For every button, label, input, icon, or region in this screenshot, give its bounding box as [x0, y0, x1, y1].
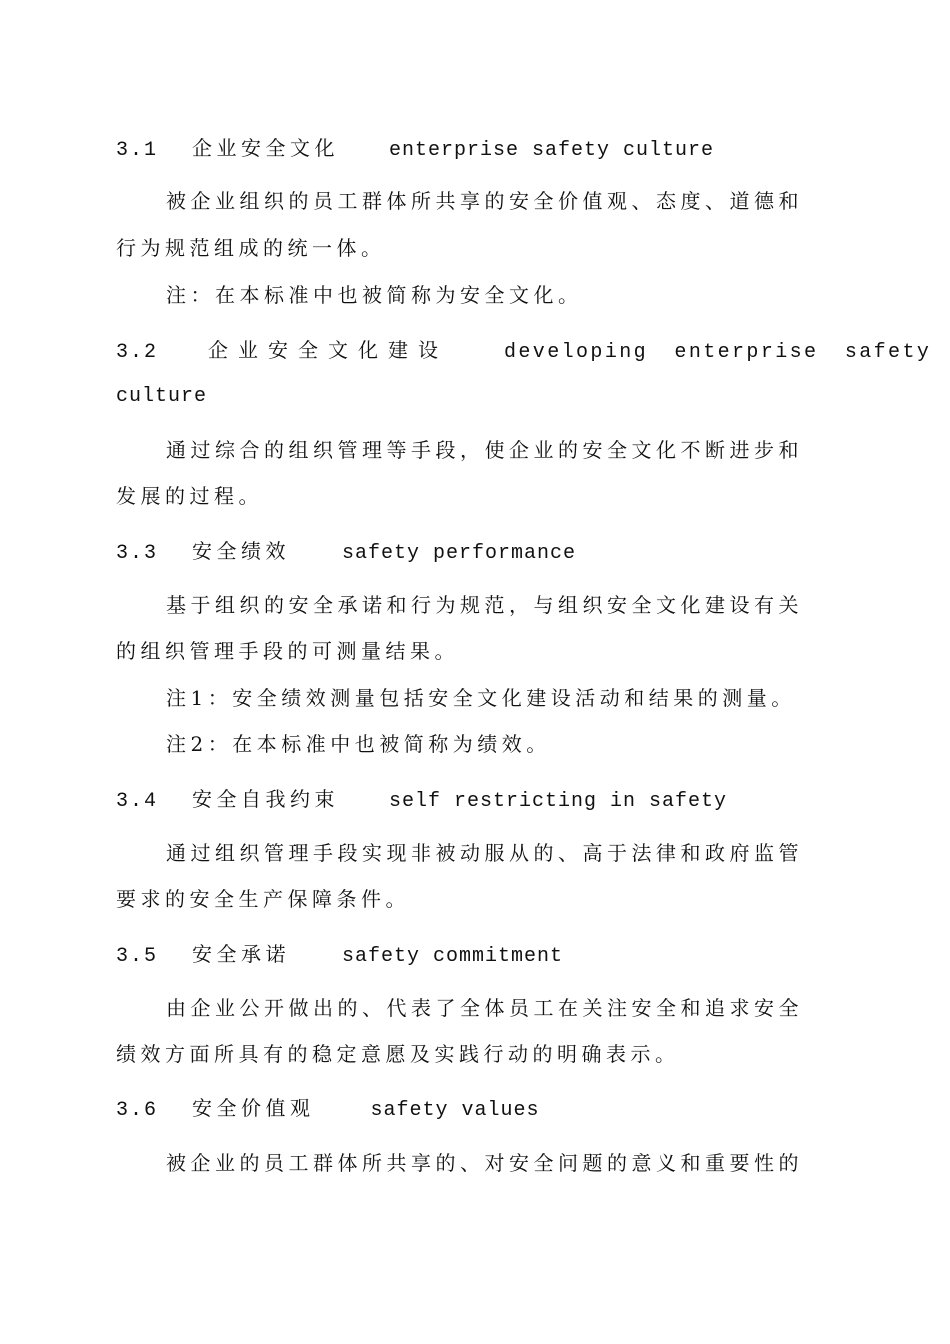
- term-heading-3-4: [116, 786, 836, 815]
- term-number: 3.2: [116, 341, 159, 364]
- term-chinese: 企业安全文化建设: [208, 338, 448, 362]
- definition-line: 绩效方面所具有的稳定意愿及实践行动的明确表示。: [116, 1042, 680, 1066]
- term-heading-3-5: [116, 941, 836, 970]
- term-heading-3-1: [116, 135, 836, 164]
- definition-line: 通过综合的组织管理等手段，使企业的安全文化不断进步和: [166, 438, 803, 462]
- term-english: safety values: [370, 1099, 540, 1122]
- note-line: 注1：安全绩效测量包括安全文化建设活动和结果的测量。: [166, 686, 796, 710]
- note-line: 注：在本标准中也被简称为安全文化。: [166, 283, 583, 307]
- term-number: 3.6: [116, 1099, 159, 1122]
- term-english: safety performance: [342, 542, 577, 565]
- term-english: developing enterprise safety: [504, 341, 932, 364]
- term-english: safety commitment: [342, 945, 564, 968]
- term-chinese: 安全绩效: [192, 539, 290, 563]
- definition-line: 被企业的员工群体所共享的、对安全问题的意义和重要性的: [166, 1151, 803, 1175]
- definition-line: 行为规范组成的统一体。: [116, 236, 386, 260]
- term-heading-3-3: [116, 538, 836, 567]
- term-chinese: 企业安全文化: [192, 136, 339, 160]
- definition-line: 由企业公开做出的、代表了全体员工在关注安全和追求安全: [166, 996, 803, 1020]
- term-number: 3.3: [116, 542, 159, 565]
- definition-line: 发展的过程。: [116, 484, 263, 508]
- term-heading-3-2: [116, 337, 932, 366]
- term-number: 3.4: [116, 790, 159, 813]
- term-chinese: 安全承诺: [192, 942, 290, 966]
- term-chinese: 安全自我约束: [192, 787, 339, 811]
- definition-line: 被企业组织的员工群体所共享的安全价值观、态度、道德和: [166, 189, 803, 213]
- term-number: 3.1: [116, 139, 159, 162]
- term-chinese: 安全价值观: [192, 1096, 315, 1120]
- term-english: enterprise safety culture: [389, 139, 715, 162]
- definition-line: 要求的安全生产保障条件。: [116, 887, 410, 911]
- term-heading-3-6: [116, 1095, 836, 1124]
- definition-line: 通过组织管理手段实现非被动服从的、高于法律和政府监管: [166, 841, 803, 865]
- note-line: 注2：在本标准中也被简称为绩效。: [166, 732, 551, 756]
- term-english: self restricting in safety: [389, 790, 728, 813]
- definition-line: 基于组织的安全承诺和行为规范，与组织安全文化建设有关: [166, 593, 803, 617]
- term-number: 3.5: [116, 945, 159, 968]
- term-english-continuation: culture: [116, 385, 208, 408]
- definition-line: 的组织管理手段的可测量结果。: [116, 639, 459, 663]
